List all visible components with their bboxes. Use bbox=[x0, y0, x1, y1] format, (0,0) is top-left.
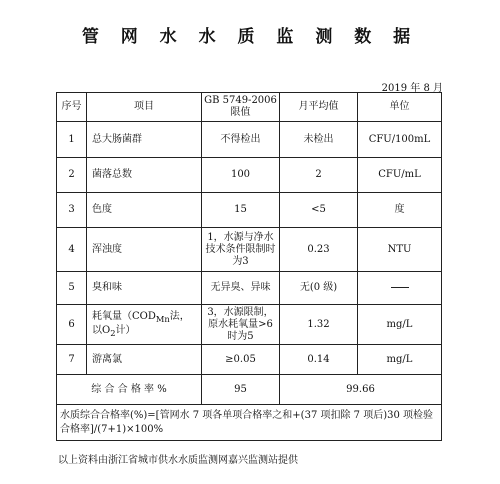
row-limit: 3，水源限制，原水耗氧量>6时为5 bbox=[202, 305, 280, 345]
row-unit: mg/L bbox=[358, 305, 442, 345]
note-row bbox=[57, 405, 442, 441]
row-unit: CFU/mL bbox=[358, 158, 442, 193]
source-note: 以上资料由浙江省城市供水水质监测网嘉兴监测站提供 bbox=[58, 455, 298, 466]
row-seq: 6 bbox=[57, 305, 87, 345]
table-header-row bbox=[57, 93, 442, 122]
row-avg: 1.32 bbox=[280, 305, 358, 345]
row-item-sub2: 2 bbox=[110, 327, 116, 338]
table-row bbox=[57, 305, 442, 345]
dash-icon bbox=[391, 287, 409, 288]
row-unit bbox=[358, 272, 442, 305]
row-item: 总大肠菌群 bbox=[87, 122, 202, 158]
table-row bbox=[57, 228, 442, 272]
table-row bbox=[57, 345, 442, 375]
header-limit-line2: 限值 bbox=[230, 107, 251, 118]
row-avg: 未检出 bbox=[280, 122, 358, 158]
summary-label: 综 合 合 格 率 % bbox=[57, 375, 202, 405]
row-seq: 2 bbox=[57, 158, 87, 193]
row-seq: 3 bbox=[57, 193, 87, 228]
header-limit bbox=[202, 93, 280, 122]
header-unit: 单位 bbox=[358, 93, 442, 122]
row-item: 浑浊度 bbox=[87, 228, 202, 272]
row-item: 臭和味 bbox=[87, 272, 202, 305]
row-unit: NTU bbox=[358, 228, 442, 272]
row-limit: 100 bbox=[202, 158, 280, 193]
row-unit: 度 bbox=[358, 193, 442, 228]
water-quality-table bbox=[56, 92, 442, 441]
row-item: 游离氯 bbox=[87, 345, 202, 375]
table-row bbox=[57, 193, 442, 228]
row-seq: 4 bbox=[57, 228, 87, 272]
row-unit: mg/L bbox=[358, 345, 442, 375]
row-seq: 5 bbox=[57, 272, 87, 305]
row-avg: <5 bbox=[280, 193, 358, 228]
table-row bbox=[57, 122, 442, 158]
row-limit: ≥0.05 bbox=[202, 345, 280, 375]
row-item-text: 耗氧量（COD bbox=[92, 310, 156, 322]
row-avg: 0.23 bbox=[280, 228, 358, 272]
row-unit: CFU/100mL bbox=[358, 122, 442, 158]
row-item: 菌落总数 bbox=[87, 158, 202, 193]
row-avg: 2 bbox=[280, 158, 358, 193]
row-item-sub: Mn bbox=[155, 313, 170, 324]
table-row bbox=[57, 272, 442, 305]
row-item bbox=[87, 305, 202, 345]
report-date: 2019 年 8 月 bbox=[381, 83, 443, 94]
header-seq: 序号 bbox=[57, 93, 87, 122]
summary-value: 99.66 bbox=[280, 375, 442, 405]
row-item: 色度 bbox=[87, 193, 202, 228]
row-limit: 不得检出 bbox=[202, 122, 280, 158]
summary-row bbox=[57, 375, 442, 405]
row-limit: 15 bbox=[202, 193, 280, 228]
row-limit: 无异臭、异味 bbox=[202, 272, 280, 305]
header-limit-line1: GB 5749-2006 bbox=[204, 95, 277, 106]
summary-limit: 95 bbox=[202, 375, 280, 405]
row-limit: 1，水源与净水技术条件限制时为3 bbox=[202, 228, 280, 272]
row-item-rest: 法，以O bbox=[92, 310, 190, 336]
header-item: 项目 bbox=[87, 93, 202, 122]
formula-note: 水质综合合格率(%)=[管网水 7 项各单项合格率之和+(37 项扣除 7 项后)30 项检验合格率]/(7+1)×100% bbox=[57, 405, 442, 441]
row-avg: 无(0 级) bbox=[280, 272, 358, 305]
row-seq: 1 bbox=[57, 122, 87, 158]
page-title: 管 网 水 水 质 监 测 数 据 bbox=[81, 27, 419, 47]
row-seq: 7 bbox=[57, 345, 87, 375]
header-monthly-avg: 月平均值 bbox=[280, 93, 358, 122]
row-item-end: 计） bbox=[115, 324, 136, 336]
row-avg: 0.14 bbox=[280, 345, 358, 375]
table-row bbox=[57, 158, 442, 193]
